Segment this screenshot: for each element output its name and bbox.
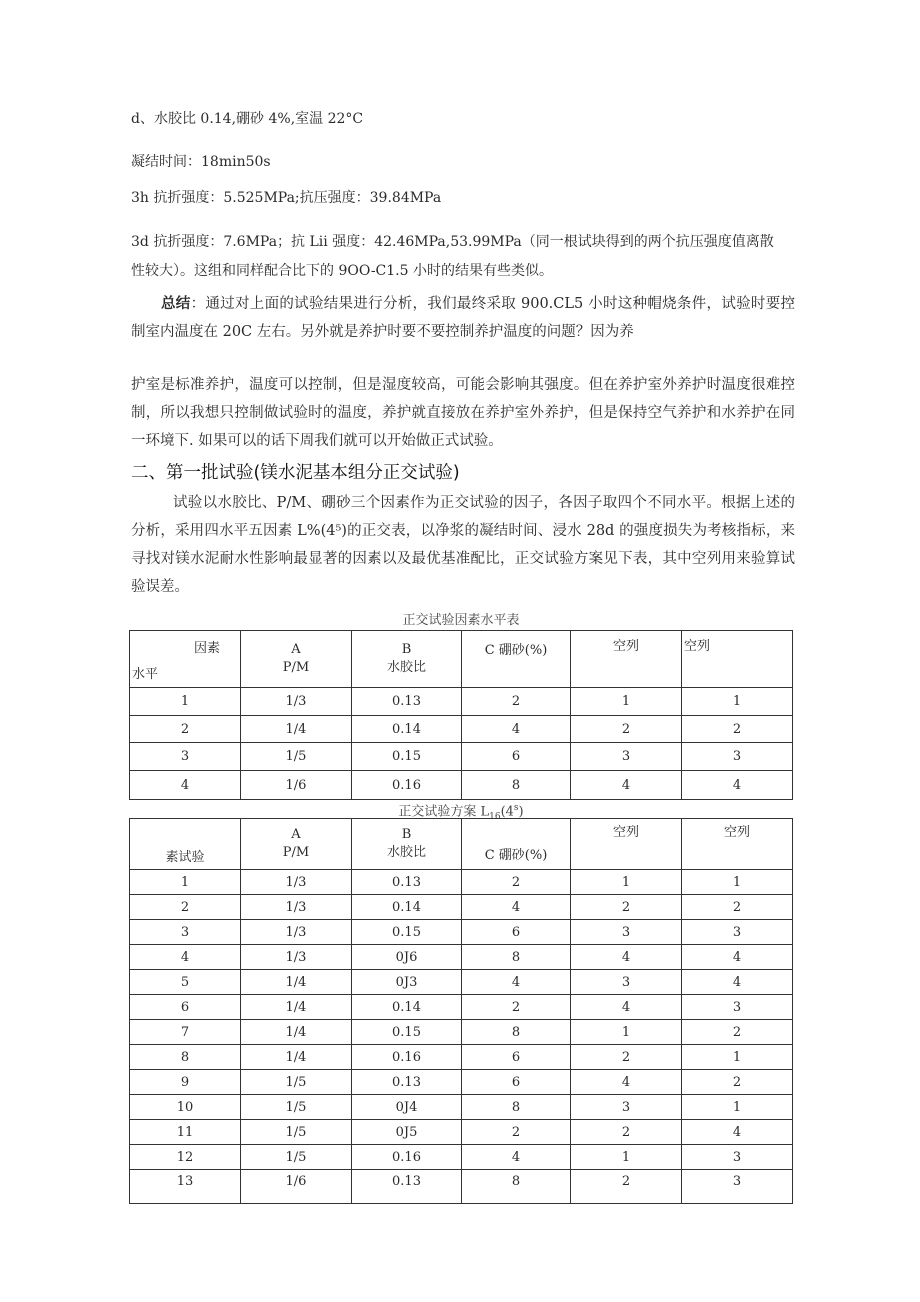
table-cell: 1/4 [241,995,352,1020]
table-cell: 5 [130,970,241,995]
table-cell: 4 [462,1145,571,1170]
table-cell: 1/3 [241,945,352,970]
table-cell: 6 [462,920,571,945]
table-cell: 2 [462,688,571,716]
table-cell: 6 [462,743,571,771]
table-cell: 2 [682,895,793,920]
table-cell: 3 [682,920,793,945]
table-row [130,995,793,1020]
table-cell: 1/4 [241,1045,352,1070]
table-cell: 1 [571,688,682,716]
table-cell: 2 [130,895,241,920]
table-row [130,1095,793,1120]
table2-wb-label: 水胶比 [386,845,426,860]
table-cell: 10 [130,1095,241,1120]
table1-header-b [352,631,462,688]
table-cell: 4 [462,716,571,743]
table-cell: 6 [130,995,241,1020]
table-cell: 0J4 [352,1095,462,1120]
table-cell: 1/5 [241,1070,352,1095]
table2-header-c: C 硼砂(%) [462,819,571,870]
table-cell: 2 [462,995,571,1020]
table-cell: 13 [130,1170,241,1204]
table-cell: 1 [571,870,682,895]
table-row [130,1120,793,1145]
table-cell: 4 [462,970,571,995]
table-cell: 7 [130,1020,241,1045]
table-cell: 2 [130,716,241,743]
table1-header-c: C 硼砂(%) [462,631,571,688]
table-cell: 0.16 [352,771,462,800]
table-cell: 3 [571,1095,682,1120]
table1-factor-label: 因素 [194,641,221,656]
table-cell: 1/4 [241,970,352,995]
table-cell: 4 [571,771,682,800]
table-cell: 8 [130,1045,241,1070]
table-cell: 0J6 [352,945,462,970]
table-cell: 1/5 [241,1120,352,1145]
table-cell: 1 [130,870,241,895]
table-cell: 2 [682,1020,793,1045]
table-cell: 8 [462,945,571,970]
table-cell: 3 [682,743,793,771]
table-cell: 6 [462,1045,571,1070]
table2-caption-end: ) [518,804,524,820]
table-cell: 2 [571,895,682,920]
table-cell: 0.14 [352,895,462,920]
curing-paragraph: 护室是标准养护，温度可以控制，但是湿度较高，可能会影响其强度。但在养护室外养护时温度很难控制，所以我想只控制做试验时的温度，养护就直接放在养护室外养护，但是保持空气养护和水养护在同一环境下. 如果可以的话下周我们就可以开始做正式试验。 [131,377,795,449]
table-cell: 4 [682,771,793,800]
orthogonal-plan-table [129,818,793,1204]
table-cell: 3 [571,970,682,995]
table1-caption: 正交试验因素水平表 [402,613,520,628]
intro-paragraph: 试验以水胶比、P/M、硼砂三个因素作为正交试验的因子，各因子取四个不同水平。根据上述的分析，采用四水平五因素 L%(4⁵)的正交表，以净浆的凝结时间、浸水 28d 的强度损失为考核指标，来寻找对镁水泥耐水性影响最显著的因素以及最优基准配比，正交试验方案见下表，其中空列用来验算试验误差。 [131,495,795,595]
table-cell: 0J5 [352,1120,462,1145]
table1-level-label: 水平 [132,667,159,682]
table-cell: 1/4 [241,1020,352,1045]
table-row [130,945,793,970]
table-cell: 0.13 [352,1070,462,1095]
table2-header-b [352,819,462,870]
table-row [130,970,793,995]
table1-pm-label: P/M [282,660,310,675]
table-cell: 0.14 [352,995,462,1020]
factor-level-table [129,630,793,800]
table2-caption-sup: s [513,803,519,813]
table-cell: 0.16 [352,1145,462,1170]
table-cell: 0.15 [352,1020,462,1045]
summary-paragraph [131,290,795,346]
table-cell: 1/4 [241,716,352,743]
table-row [130,688,793,716]
summary-label: 总结 [161,295,191,312]
table-cell: 4 [130,945,241,970]
table2-caption-main: 正交试验方案 L [398,804,490,820]
table2-header-empty2: 空列 [682,819,793,870]
table-cell: 0.13 [352,688,462,716]
table-row [130,1070,793,1095]
table-cell: 8 [462,771,571,800]
table-cell: 1 [682,1095,793,1120]
table-cell: 0.14 [352,716,462,743]
table2-caption-paren: (4 [500,804,514,820]
table-cell: 4 [682,970,793,995]
table-cell: 2 [571,1170,682,1204]
table-cell: 11 [130,1120,241,1145]
table-cell: 1/3 [241,895,352,920]
strength-3d-line-2: 性较大）。这组和同样配合比下的 9OO-C1.5 小时的结果有些类似。 [131,263,553,279]
table2-header-row [130,819,793,870]
table-cell: 1/3 [241,870,352,895]
table-cell: 1/3 [241,920,352,945]
table-cell: 0J3 [352,970,462,995]
table1-header-a [241,631,352,688]
setting-time-line: 凝结时间：18min50s [131,154,271,170]
strength-3h-line: 3h 抗折强度：5.525MPa;抗压强度：39.84MPa [131,190,442,206]
table2-a-label: A [291,827,301,842]
table-row [130,1145,793,1170]
strength-3d-line-1: 3d 抗折强度：7.6MPa；抗 Lii 强度：42.46MPa,53.99MPa（同一根试块得到的两个抗压强度值离散 [131,234,774,250]
table-cell: 12 [130,1145,241,1170]
table-cell: 3 [130,743,241,771]
table-cell: 3 [130,920,241,945]
table-cell: 9 [130,1070,241,1095]
table-cell: 4 [462,895,571,920]
summary-text: ：通过对上面的试验结果进行分析，我们最终采取 900.CL5 小时这种帽烧条件，试验时要控制室内温度在 20C 左右。另外就是养护时要不要控制养护温度的问题？因为养 [131,296,795,340]
table-cell: 0.16 [352,1045,462,1070]
table-cell: 1/5 [241,1095,352,1120]
table-cell: 8 [462,1020,571,1045]
table1-header-empty1: 空列 [571,631,682,688]
table2-b-label: B [401,827,412,842]
table-cell: 1 [571,1020,682,1045]
table-cell: 3 [682,995,793,1020]
table-cell: 8 [462,1170,571,1204]
table-cell: 0.13 [352,870,462,895]
table-cell: 1/6 [241,1170,352,1204]
table-cell: 4 [130,771,241,800]
table-row [130,870,793,895]
table2-header-empty1: 空列 [571,819,682,870]
table1-a-label: A [291,642,301,657]
table-cell: 0.15 [352,920,462,945]
table-cell: 2 [682,716,793,743]
table-cell: 2 [682,1070,793,1095]
table-cell: 0.13 [352,1170,462,1204]
table1-factor-level-header [130,631,241,688]
table2-pm-label: P/M [282,845,310,860]
table-cell: 6 [462,1070,571,1095]
table1-header-row [130,631,793,688]
table-cell: 1/6 [241,771,352,800]
table-cell: 1 [571,1145,682,1170]
table-cell: 1 [682,1045,793,1070]
table-cell: 3 [571,920,682,945]
table-cell: 1/5 [241,1145,352,1170]
table-row [130,1020,793,1045]
table1-b-label: B [401,642,412,657]
table-cell: 1 [682,870,793,895]
table-row [130,743,793,771]
table-cell: 4 [571,995,682,1020]
table-cell: 2 [462,870,571,895]
condition-d-line: d、水胶比 0.14,硼砂 4%,室温 22°C [131,111,364,127]
table-cell: 1/3 [241,688,352,716]
table-row [130,1170,793,1204]
table-row [130,1045,793,1070]
table-cell: 1 [682,688,793,716]
table-cell: 2 [571,716,682,743]
table-cell: 8 [462,1095,571,1120]
section-heading: 二、第一批试验(镁水泥基本组分正交试验) [131,463,460,483]
table2-header-a [241,819,352,870]
table-cell: 2 [462,1120,571,1145]
table-cell: 3 [682,1170,793,1204]
table-cell: 0.15 [352,743,462,771]
table-row [130,771,793,800]
table1-header-empty2: 空列 [682,631,793,688]
table-cell: 1/5 [241,743,352,771]
table-cell: 4 [682,945,793,970]
table-cell: 3 [682,1145,793,1170]
table-cell: 1 [130,688,241,716]
table2-caption-sub: 16 [489,811,501,822]
table-cell: 3 [571,743,682,771]
table-row [130,895,793,920]
table-row [130,716,793,743]
table-cell: 2 [571,1045,682,1070]
table-row [130,920,793,945]
table-cell: 4 [682,1120,793,1145]
table2-trial-header: 素试验 [130,819,241,870]
table-cell: 4 [571,945,682,970]
table-cell: 4 [571,1070,682,1095]
table1-wb-label: 水胶比 [386,660,426,675]
table-cell: 2 [571,1120,682,1145]
